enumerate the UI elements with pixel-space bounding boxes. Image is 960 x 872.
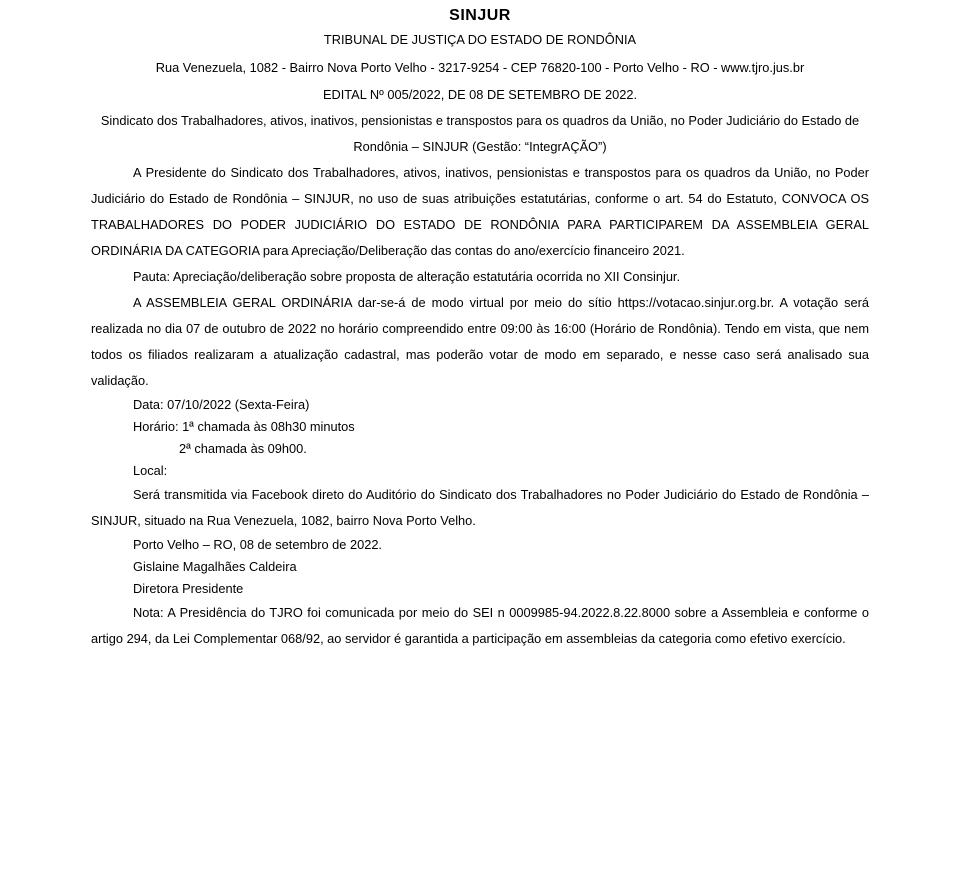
org-name: TRIBUNAL DE JUSTIÇA DO ESTADO DE RONDÔNIA xyxy=(323,32,637,47)
schedule-first-call-line: Horário: 1ª chamada às 08h30 minutos xyxy=(133,419,355,434)
signature-name: Gislaine Magalhães Caldeira xyxy=(133,559,297,574)
assembly-paragraph: A ASSEMBLEIA GERAL ORDINÁRIA dar-se-á de modo virtual por meio do sítio https://votacao.sinjur.org.br. A votação será realizada no dia 07 de outubro de 2022 no horário compreendido entre 09:00 às 16:00 (Horário de Rondônia). Tendo em vista, que nem todos os filiados realizaram a atualização cadastral, mas poderão votar de modo em separado, e nesse caso será analisado sua validação. xyxy=(91,295,869,388)
org-address: Rua Venezuela, 1082 - Bairro Nova Porto Velho - 3217-9254 - CEP 76820-100 - Porto Velho - RO - www.tjro.jus.br xyxy=(155,60,805,75)
schedule-second-call-line: 2ª chamada às 09h00. xyxy=(179,441,307,456)
convocation-paragraph: A Presidente do Sindicato dos Trabalhadores, ativos, inativos, pensionistas e transpostos para os quadros da União, no Poder Judiciário do Estado de Rondônia – SINJUR, no uso de suas atribuições estatutárias, conforme o art. 54 do Estatuto, CONVOCA OS TRABALHADORES DO PODER JUDICIÁRIO DO ESTADO DE RONDÔNIA PARA PARTICIPAREM DA ASSEMBLEIA GERAL ORDINÁRIA DA CATEGORIA para Apreciação/Deliberação das contas do ano/exercício financeiro 2021. xyxy=(91,165,869,258)
local-label: Local: xyxy=(133,463,168,478)
nota-paragraph: Nota: A Presidência do TJRO foi comunicada por meio do SEI n 0009985-94.2022.8.22.8000 sobre a Assembleia e conforme o artigo 294, da Lei Complementar 068/92, ao servidor é garantida a participação em assembleias da categoria como efetivo exercício. xyxy=(91,605,869,646)
signature-block xyxy=(91,556,869,600)
schedule-date-line: Data: 07/10/2022 (Sexta-Feira) xyxy=(133,397,310,412)
edital-heading: EDITAL Nº 005/2022, DE 08 DE SETEMBRO DE 2022. xyxy=(322,87,638,102)
pauta-line: Pauta: Apreciação/deliberação sobre proposta de alteração estatutária ocorrida no XII Consinjur. xyxy=(133,269,681,284)
subject-line: Sindicato dos Trabalhadores, ativos, inativos, pensionistas e transpostos para os quadros da União, no Poder Judiciário do Estado de Rondônia – SINJUR (Gestão: “IntegrAÇÃO”) xyxy=(100,113,860,154)
local-text-paragraph: Será transmitida via Facebook direto do Auditório do Sindicato dos Trabalhadores no Poder Judiciário do Estado de Rondônia – SINJUR, situado na Rua Venezuela, 1082, bairro Nova Porto Velho. xyxy=(91,487,869,528)
page-title: SINJUR xyxy=(449,7,511,24)
signature-role: Diretora Presidente xyxy=(133,581,244,596)
schedule-block xyxy=(91,394,869,460)
org-header xyxy=(91,26,869,82)
date-place-line: Porto Velho – RO, 08 de setembro de 2022. xyxy=(133,537,382,552)
